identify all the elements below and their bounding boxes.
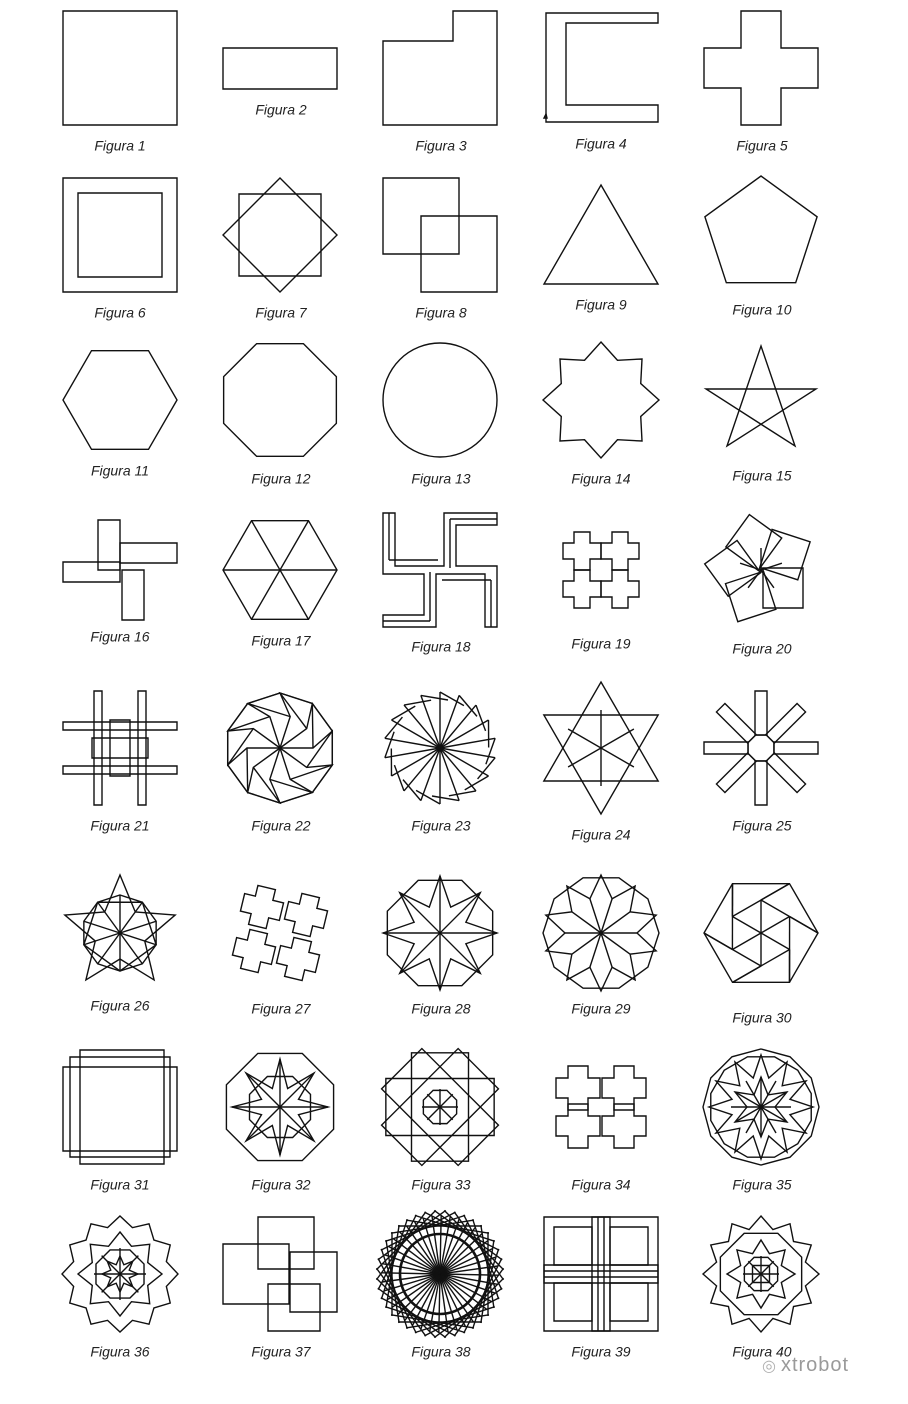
caption-figura-12: Figura 12 bbox=[251, 470, 311, 487]
figure-17-hexagon-spokes bbox=[223, 521, 337, 620]
caption-figura-24: Figura 24 bbox=[571, 826, 631, 843]
caption-figura-7: Figura 7 bbox=[255, 304, 307, 321]
caption-figura-2: Figura 2 bbox=[255, 101, 307, 118]
caption-figura-25: Figura 25 bbox=[732, 817, 792, 834]
caption-figura-6: Figura 6 bbox=[94, 304, 146, 321]
caption-figura-11: Figura 11 bbox=[90, 462, 150, 479]
figure-31-offset-squares bbox=[63, 1050, 177, 1164]
figure-26-star-rosette bbox=[65, 875, 175, 980]
figure-30-rhombus-hexagon bbox=[704, 884, 818, 983]
caption-figura-19: Figura 19 bbox=[571, 635, 631, 652]
caption-figura-13: Figura 13 bbox=[411, 470, 471, 487]
figure-1-square bbox=[63, 11, 177, 125]
caption-figura-23: Figura 23 bbox=[411, 817, 471, 834]
figure-16-pinwheel-bars bbox=[63, 520, 177, 620]
figure-12-octagon bbox=[224, 344, 337, 457]
figure-6-nested-squares bbox=[63, 178, 177, 292]
caption-figura-38: Figura 38 bbox=[411, 1343, 471, 1360]
caption-figura-26: Figura 26 bbox=[90, 997, 150, 1014]
figure-29-decagon-rosette bbox=[543, 875, 659, 991]
caption-figura-34: Figura 34 bbox=[571, 1176, 631, 1193]
caption-figura-39: Figura 39 bbox=[571, 1343, 631, 1360]
figure-39-window-grid bbox=[544, 1217, 658, 1331]
caption-figura-33: Figura 33 bbox=[411, 1176, 471, 1193]
wechat-icon: ◎ bbox=[762, 1358, 777, 1375]
caption-figura-37: Figura 37 bbox=[251, 1343, 311, 1360]
caption-figura-35: Figura 35 bbox=[732, 1176, 792, 1193]
figure-14-eight-point-star bbox=[543, 342, 659, 458]
caption-figura-28: Figura 28 bbox=[411, 1000, 471, 1017]
figure-34-puzzle-crosses bbox=[556, 1066, 646, 1148]
caption-figura-15: Figura 15 bbox=[732, 467, 792, 484]
caption-figura-31: Figura 31 bbox=[90, 1176, 150, 1193]
figure-7-square-and-diamond bbox=[223, 178, 337, 292]
figure-35-dodecagon-rosette bbox=[703, 1049, 819, 1165]
figure-37-square-pinwheel bbox=[223, 1217, 337, 1331]
figure-23-triangle-fan bbox=[385, 692, 495, 804]
caption-figura-21: Figura 21 bbox=[90, 817, 150, 834]
figure-3-stepped-polygon bbox=[383, 11, 497, 125]
caption-figura-30: Figura 30 bbox=[732, 1009, 792, 1026]
watermark bbox=[762, 1354, 849, 1377]
figure-9-triangle bbox=[544, 185, 658, 284]
figure-21-interlaced-grid bbox=[63, 691, 177, 805]
figure-5-greek-cross bbox=[704, 11, 818, 125]
caption-figura-18: Figura 18 bbox=[411, 638, 471, 655]
figure-15-pentagram bbox=[706, 346, 816, 446]
caption-figura-40: Figura 40 bbox=[732, 1343, 792, 1360]
figure-19-cross-cluster bbox=[563, 532, 639, 608]
watermark-text: xtrobot bbox=[780, 1354, 850, 1376]
caption-figura-36: Figura 36 bbox=[90, 1343, 150, 1360]
caption-figura-14: Figura 14 bbox=[571, 470, 631, 487]
figure-24-hexagram bbox=[544, 682, 658, 814]
figure-40-square-mandala bbox=[703, 1216, 819, 1332]
caption-figura-10: Figura 10 bbox=[732, 301, 792, 318]
figure-11-hexagon bbox=[63, 351, 177, 450]
figure-22-twisted-rosette bbox=[228, 693, 333, 803]
figure-33-lattice-star bbox=[382, 1049, 499, 1166]
caption-figura-27: Figura 27 bbox=[251, 1000, 311, 1017]
caption-figura-9: Figura 9 bbox=[575, 296, 627, 313]
figure-8-overlapping-squares bbox=[383, 178, 497, 292]
caption-figura-1: Figura 1 bbox=[94, 137, 146, 154]
figure-13-circle bbox=[383, 343, 497, 457]
figure-10-pentagon bbox=[705, 176, 817, 283]
caption-figura-4: Figura 4 bbox=[575, 135, 627, 152]
caption-figura-5: Figura 5 bbox=[736, 137, 788, 154]
caption-figura-29: Figura 29 bbox=[571, 1000, 631, 1017]
caption-figura-3: Figura 3 bbox=[415, 137, 467, 154]
caption-figura-20: Figura 20 bbox=[732, 640, 792, 657]
caption-figura-16: Figura 16 bbox=[90, 628, 150, 645]
figure-38-circle-envelope bbox=[376, 1210, 503, 1337]
figure-20-rotated-squares bbox=[705, 515, 810, 622]
figure-18-hooked-cross bbox=[383, 513, 497, 627]
caption-figura-8: Figura 8 bbox=[415, 304, 467, 321]
figure-25-octagon-spokes bbox=[704, 691, 818, 805]
figure-28-octagon-star bbox=[383, 876, 497, 990]
caption-figura-17: Figura 17 bbox=[251, 632, 311, 649]
figure-4-c-bracket bbox=[544, 13, 658, 122]
caption-figura-22: Figura 22 bbox=[251, 817, 311, 834]
caption-figura-32: Figura 32 bbox=[251, 1176, 311, 1193]
figure-36-girih-rosette bbox=[62, 1216, 178, 1332]
figure-2-rectangle bbox=[223, 48, 337, 89]
figure-32-octagon-rhombus-star bbox=[226, 1053, 333, 1160]
figure-27-interlocking-crosses bbox=[232, 885, 327, 980]
